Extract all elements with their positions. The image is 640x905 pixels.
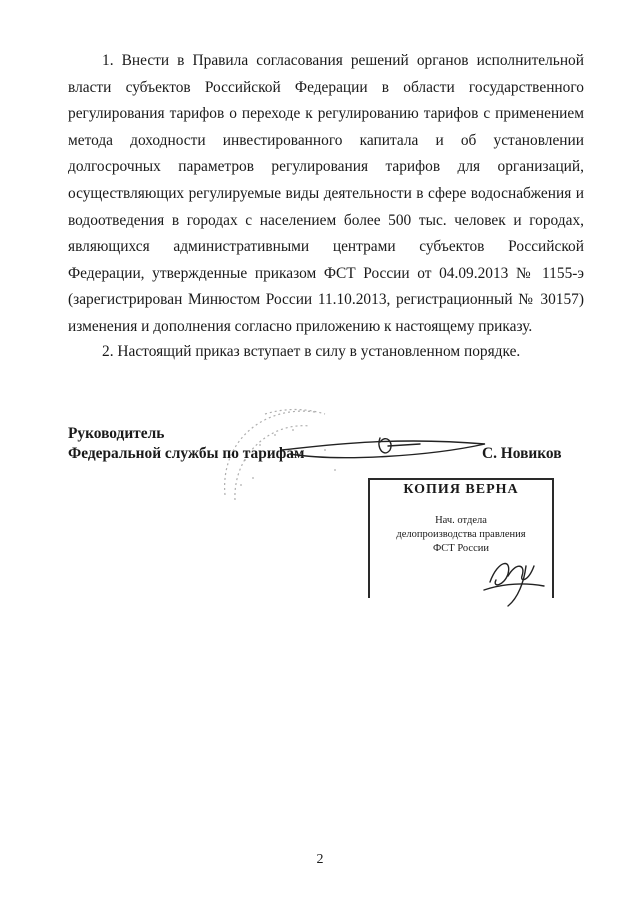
signatory-name: С. Новиков xyxy=(482,445,562,462)
stamp-heading: КОПИЯ ВЕРНА xyxy=(403,482,519,497)
signatory-title-line-1: Руководитель xyxy=(68,425,165,442)
stamp-line-1: Нач. отдела xyxy=(435,515,487,526)
handwritten-signature-icon xyxy=(280,428,490,472)
page-number: 2 xyxy=(316,852,324,867)
stamp-signature-icon xyxy=(478,552,548,608)
signatory-title-line-2: Федеральной службы по тарифам xyxy=(68,445,305,462)
paragraph-2: 2. Настоящий приказ вступает в силу в установленном порядке. xyxy=(102,343,521,360)
stamp-body xyxy=(370,514,552,556)
paragraph-1: 1. Внести в Правила согласования решений органов исполнительной власти субъектов Российской Федерации в области государственного регулирования тарифов о переходе к регулированию тарифов с применением метода доходности инвестированного капитала и об установлении долгосрочных параметров регулирования тарифов для организаций, осуществляющих регулируемые виды деятельности в сфере водоснабжения и водоотведения в городах с населением более 500 тыс. человек и городах, являющихся административными центрами субъектов Российской Федерации, утвержденные приказом ФСТ России от 04.09.2013 № 1155-э (зарегистрирован Минюстом России 11.10.2013, регистрационный № 30157) изменения и дополнения согласно приложению к настоящему приказу. xyxy=(68,52,584,335)
stamp-line-3: ФСТ России xyxy=(433,543,489,554)
stamp-line-2: делопроизводства правления xyxy=(396,529,526,540)
